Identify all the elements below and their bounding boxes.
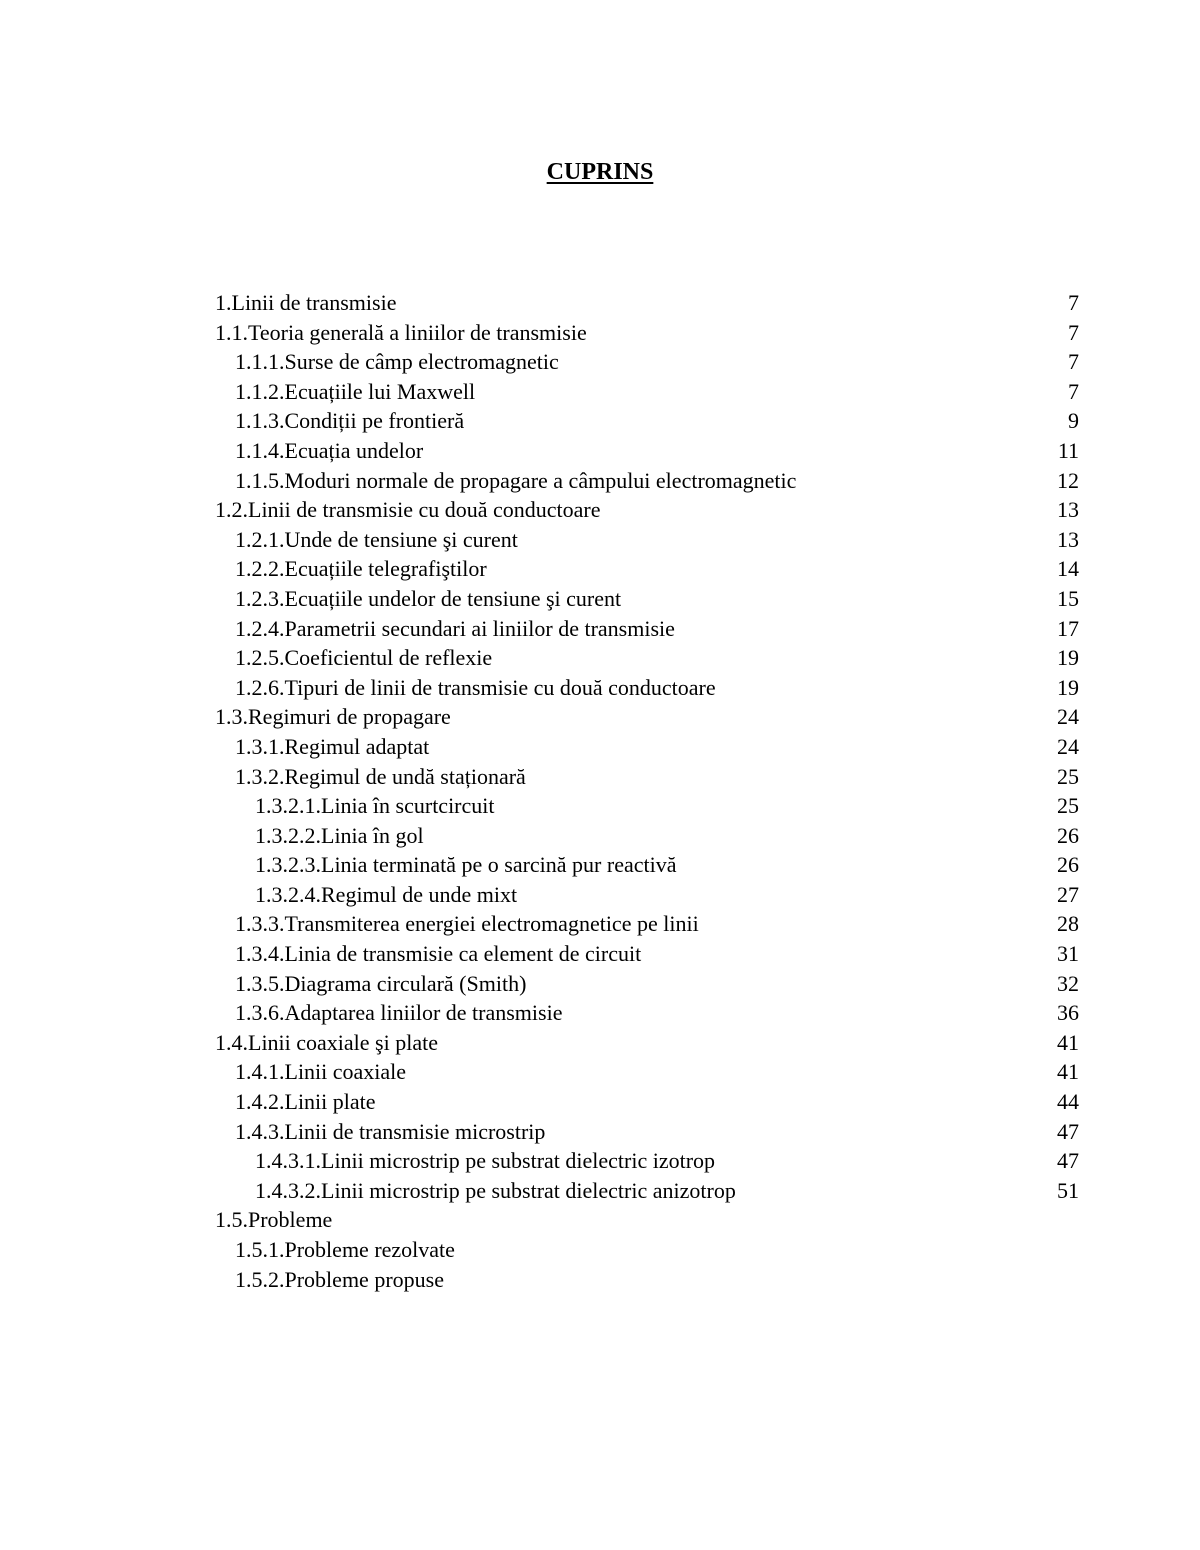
toc-entry-label: 1.2.5.Coeficientul de reflexie: [235, 645, 493, 671]
toc-entry-label: 1.2.6.Tipuri de linii de transmisie cu două conductoare: [235, 674, 716, 700]
toc-entry-label: 1.Linii de transmisie: [215, 290, 397, 315]
toc-entry-page-number: 7: [1068, 319, 1079, 345]
page-title: [0, 156, 1200, 188]
toc-entry: [215, 525, 1079, 555]
toc-entry: [215, 466, 1079, 496]
toc-entry: [215, 643, 1079, 673]
toc-entry-label: 1.4.1.Linii coaxiale: [235, 1059, 407, 1085]
toc-entry: [215, 318, 1079, 348]
toc-entry-page-number: 47: [1057, 1148, 1079, 1174]
toc-entry-label: 1.4.3.Linii de transmisie microstrip: [235, 1118, 546, 1144]
toc-entry-page-number: 24: [1057, 733, 1079, 759]
toc-entry-page-number: 25: [1057, 793, 1079, 819]
toc-entry-label: 1.3.2.4.Regimul de unde mixt: [255, 881, 518, 907]
toc-entry: [215, 791, 1079, 821]
toc-entry-page-number: 12: [1057, 467, 1079, 493]
toc-entry: [215, 1235, 1079, 1265]
toc-entry-label: 1.1.5.Moduri normale de propagare a câmpului electromagnetic: [235, 467, 797, 493]
toc-entry: [215, 554, 1079, 584]
toc-entry-label: 1.1.2.Ecuațiile lui Maxwell: [235, 378, 476, 404]
toc-entry-label: 1.1.1.Surse de câmp electromagnetic: [235, 349, 559, 375]
toc-entry-label: 1.5.1.Probleme rezolvate: [235, 1237, 455, 1262]
toc-entry: [215, 347, 1079, 377]
toc-entry-page-number: 32: [1057, 970, 1079, 996]
toc-entry-label: 1.5.2.Probleme propuse: [235, 1266, 444, 1292]
toc-entry: [215, 673, 1079, 703]
toc-entry: [215, 1146, 1079, 1176]
toc-entry-label: 1.5.Probleme: [215, 1207, 333, 1233]
toc-entry-label: 1.2.2.Ecuațiile telegrafiştilor: [235, 556, 487, 582]
toc-entry-page-number: 11: [1057, 437, 1079, 463]
toc-entry-page-number: 15: [1057, 585, 1079, 611]
toc-entry: [215, 406, 1079, 436]
toc-entry-label: 1.4.2.Linii plate: [235, 1089, 376, 1115]
toc-entry: [215, 732, 1079, 762]
toc-entry-page-number: 27: [1057, 881, 1079, 907]
toc-entry-page-number: 14: [1057, 556, 1079, 582]
toc-entry-label: 1.2.1.Unde de tensiune şi curent: [235, 526, 518, 552]
toc-entry-page-number: 41: [1057, 1059, 1079, 1085]
toc-entry-page-number: 19: [1057, 674, 1079, 700]
toc-entry-label: 1.3.2.2.Linia în gol: [255, 822, 424, 848]
toc-entry-page-number: 17: [1057, 615, 1079, 641]
toc-entry-page-number: 13: [1057, 497, 1079, 523]
toc-entry: [215, 998, 1079, 1028]
toc-entry-label: 1.3.3.Transmiterea energiei electromagnetice pe linii: [235, 911, 699, 937]
toc-entry-page-number: 24: [1057, 704, 1079, 730]
toc-entry: [215, 436, 1079, 466]
toc-entry-label: 1.1.4.Ecuația undelor: [235, 437, 424, 463]
toc-entry: [215, 288, 1079, 318]
toc-entry-label: 1.3.2.Regimul de undă staționară: [235, 763, 526, 789]
table-of-contents: [215, 288, 1079, 1294]
toc-entry-label: 1.2.Linii de transmisie cu două conductoare: [215, 497, 601, 523]
toc-entry-page-number: 44: [1057, 1089, 1079, 1115]
toc-entry-label: 1.3.5.Diagrama circulară (Smith): [235, 970, 527, 996]
toc-entry-label: 1.3.2.1.Linia în scurtcircuit: [255, 793, 495, 819]
toc-entry-page-number: 28: [1057, 911, 1079, 937]
toc-entry: [215, 702, 1079, 732]
toc-entry-page-number: 36: [1057, 1000, 1079, 1026]
toc-entry-page-number: 47: [1057, 1118, 1079, 1144]
toc-entry: [215, 1087, 1079, 1117]
toc-entry-page-number: 7: [1068, 349, 1079, 375]
toc-entry-label: 1.4.3.2.Linii microstrip pe substrat dielectric anizotrop: [255, 1177, 736, 1203]
toc-entry: [215, 850, 1079, 880]
toc-entry-page-number: 26: [1057, 852, 1079, 878]
toc-entry: [215, 880, 1079, 910]
toc-entry-label: 1.2.3.Ecuațiile undelor de tensiune şi curent: [235, 585, 622, 611]
toc-entry-label: 1.3.2.3.Linia terminată pe o sarcină pur reactivă: [255, 852, 677, 878]
toc-entry: [215, 614, 1079, 644]
toc-entry: [215, 584, 1079, 614]
toc-entry-page-number: 25: [1057, 763, 1079, 789]
toc-entry-label: 1.3.6.Adaptarea liniilor de transmisie: [235, 1000, 563, 1026]
toc-entry-label: 1.4.3.1.Linii microstrip pe substrat dielectric izotrop: [255, 1148, 716, 1174]
toc-entry-label: 1.3.4.Linia de transmisie ca element de circuit: [235, 941, 642, 967]
toc-entry-label: 1.2.4.Parametrii secundari ai liniilor de transmisie: [235, 615, 675, 641]
toc-entry-page-number: 26: [1057, 822, 1079, 848]
toc-entry-page-number: 19: [1057, 645, 1079, 671]
toc-entry: [215, 377, 1079, 407]
toc-entry-page-number: 7: [1068, 378, 1079, 404]
toc-entry: [215, 1265, 1079, 1295]
toc-entry-page-number: 7: [1068, 290, 1079, 315]
toc-entry-page-number: 9: [1068, 408, 1079, 434]
toc-entry: [215, 1117, 1079, 1147]
toc-entry-page-number: 41: [1057, 1029, 1079, 1055]
toc-entry-page-number: 13: [1057, 526, 1079, 552]
page-title-text: CUPRINS: [546, 159, 654, 185]
toc-entry: [215, 939, 1079, 969]
toc-entry-label: 1.3.1.Regimul adaptat: [235, 733, 430, 759]
toc-entry-label: 1.1.Teoria generală a liniilor de transmisie: [215, 319, 587, 345]
toc-entry-label: 1.4.Linii coaxiale şi plate: [215, 1029, 438, 1055]
toc-entry-label: 1.1.3.Condiții pe frontieră: [235, 408, 465, 434]
toc-entry: [215, 1028, 1079, 1058]
toc-entry: [215, 762, 1079, 792]
toc-entry: [215, 909, 1079, 939]
toc-entry-page-number: 51: [1057, 1177, 1079, 1203]
toc-entry: [215, 1205, 1079, 1235]
toc-entry: [215, 495, 1079, 525]
toc-entry: [215, 969, 1079, 999]
toc-entry: [215, 1176, 1079, 1206]
toc-entry: [215, 821, 1079, 851]
toc-entry-page-number: 31: [1057, 941, 1079, 967]
toc-entry-label: 1.3.Regimuri de propagare: [215, 704, 451, 730]
toc-entry: [215, 1057, 1079, 1087]
